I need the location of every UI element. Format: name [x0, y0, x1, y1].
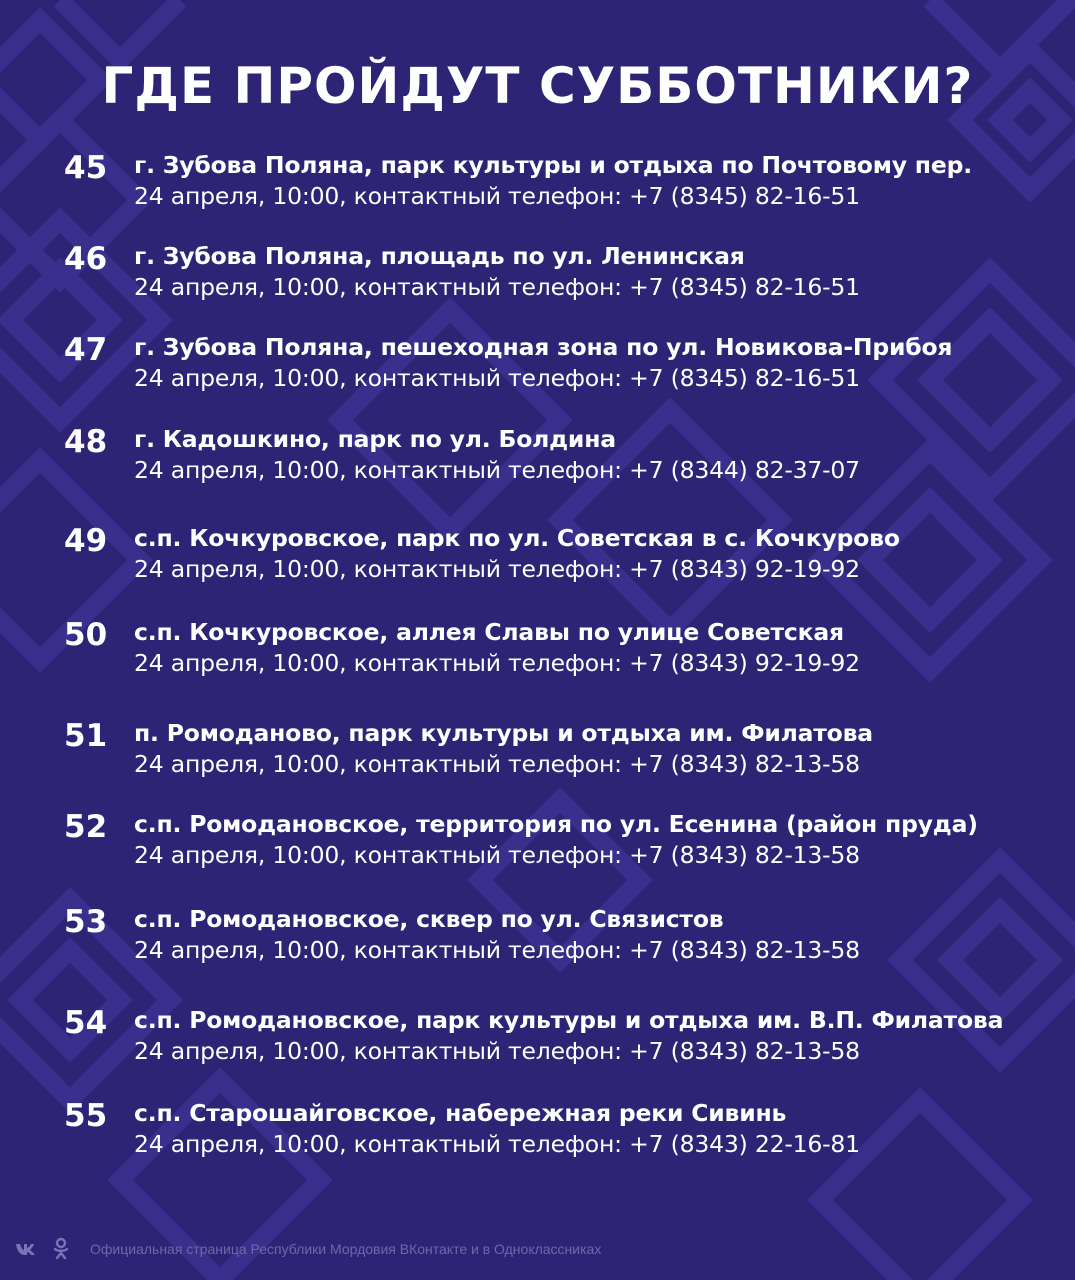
item-details: 24 апреля, 10:00, контактный телефон: +7 (8345) 82-16-51: [134, 273, 860, 301]
item-number: 45: [64, 150, 108, 186]
item-place: с.п. Ромодановское, парк культуры и отдыха им. В.П. Филатова: [134, 1006, 1004, 1034]
list-item: [0, 1005, 1075, 1075]
list-item: [0, 424, 1075, 494]
list-item: [0, 904, 1075, 974]
item-number: 51: [64, 718, 108, 754]
item-place: с.п. Ромодановское, сквер по ул. Связистов: [134, 905, 724, 933]
list-item: [0, 809, 1075, 879]
list-item: [0, 150, 1075, 220]
vk-icon[interactable]: [14, 1236, 40, 1262]
item-place: с.п. Кочкуровское, парк по ул. Советская в с. Кочкурово: [134, 524, 900, 552]
item-details: 24 апреля, 10:00, контактный телефон: +7 (8343) 82-13-58: [134, 841, 860, 869]
item-details: 24 апреля, 10:00, контактный телефон: +7 (8345) 82-16-51: [134, 182, 860, 210]
item-place: г. Зубова Поляна, парк культуры и отдыха по Почтовому пер.: [134, 151, 972, 179]
item-place: с.п. Ромодановское, территория по ул. Есенина (район пруда): [134, 810, 978, 838]
item-number: 47: [64, 332, 108, 368]
item-number: 53: [64, 904, 108, 940]
item-number: 48: [64, 424, 108, 460]
list-item: [0, 332, 1075, 402]
list-item: [0, 617, 1075, 687]
item-details: 24 апреля, 10:00, контактный телефон: +7 (8343) 82-13-58: [134, 1037, 860, 1065]
list-item: [0, 718, 1075, 788]
item-number: 52: [64, 809, 108, 845]
footer-text: Официальная страница Республики Мордовия ВКонтакте и в Одноклассниках: [90, 1241, 602, 1257]
item-details: 24 апреля, 10:00, контактный телефон: +7 (8345) 82-16-51: [134, 364, 860, 392]
item-details: 24 апреля, 10:00, контактный телефон: +7 (8344) 82-37-07: [134, 456, 860, 484]
item-place: г. Зубова Поляна, площадь по ул. Ленинская: [134, 242, 745, 270]
item-number: 54: [64, 1005, 108, 1041]
odnoklassniki-icon[interactable]: [48, 1236, 74, 1262]
item-place: с.п. Кочкуровское, аллея Славы по улице Советская: [134, 618, 844, 646]
item-place: п. Ромоданово, парк культуры и отдыха им. Филатова: [134, 719, 873, 747]
item-number: 55: [64, 1098, 108, 1134]
page-title: ГДЕ ПРОЙДУТ СУББОТНИКИ?: [101, 57, 974, 115]
item-place: г. Кадошкино, парк по ул. Болдина: [134, 425, 616, 453]
item-details: 24 апреля, 10:00, контактный телефон: +7 (8343) 92-19-92: [134, 555, 860, 583]
item-details: 24 апреля, 10:00, контактный телефон: +7 (8343) 92-19-92: [134, 649, 860, 677]
item-number: 46: [64, 241, 108, 277]
footer: [14, 1236, 601, 1262]
list-item: [0, 1098, 1075, 1168]
item-place: с.п. Старошайговское, набережная реки Сивинь: [134, 1099, 787, 1127]
item-number: 49: [64, 523, 108, 559]
item-place: г. Зубова Поляна, пешеходная зона по ул. Новикова-Прибоя: [134, 333, 953, 361]
item-details: 24 апреля, 10:00, контактный телефон: +7 (8343) 82-13-58: [134, 750, 860, 778]
item-details: 24 апреля, 10:00, контактный телефон: +7 (8343) 22-16-81: [134, 1130, 860, 1158]
item-number: 50: [64, 617, 108, 653]
list-item: [0, 241, 1075, 311]
list-item: [0, 523, 1075, 593]
item-details: 24 апреля, 10:00, контактный телефон: +7 (8343) 82-13-58: [134, 936, 860, 964]
